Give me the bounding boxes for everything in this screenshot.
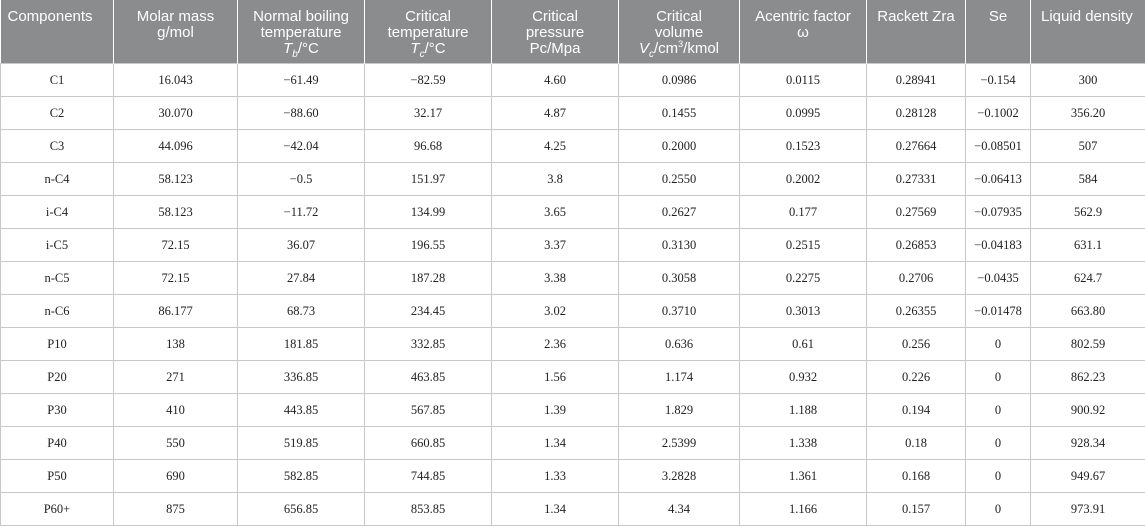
header-molar-mass: Molar mass g/mol: [114, 0, 238, 64]
cell-rackett-zra: 0.168: [867, 460, 966, 493]
header-critical-pressure: Critical pressure Pc/Mpa: [492, 0, 619, 64]
cell-critical-volume: 3.2828: [619, 460, 740, 493]
cell-critical-pressure: 3.65: [492, 196, 619, 229]
cell-acentric-factor: 0.177: [740, 196, 867, 229]
cell-rackett-zra: 0.26355: [867, 295, 966, 328]
cell-rackett-zra: 0.26853: [867, 229, 966, 262]
cell-molar-mass: 58.123: [114, 163, 238, 196]
cell-boiling-temp: 68.73: [238, 295, 365, 328]
cell-liquid-density: 356.20: [1031, 97, 1145, 130]
table-row: [1, 394, 1145, 427]
table-row: [1, 130, 1145, 163]
cell-critical-temp: 196.55: [365, 229, 492, 262]
cell-component: C3: [1, 130, 114, 163]
cell-component: n-C4: [1, 163, 114, 196]
cell-acentric-factor: 0.3013: [740, 295, 867, 328]
cell-rackett-zra: 0.226: [867, 361, 966, 394]
cell-component: n-C5: [1, 262, 114, 295]
cell-rackett-zra: 0.157: [867, 493, 966, 526]
cell-acentric-factor: 0.2275: [740, 262, 867, 295]
cell-boiling-temp: −61.49: [238, 64, 365, 97]
cell-acentric-factor: 1.361: [740, 460, 867, 493]
cell-boiling-temp: 519.85: [238, 427, 365, 460]
cell-se: −0.1002: [966, 97, 1031, 130]
cell-boiling-temp: −11.72: [238, 196, 365, 229]
cell-critical-temp: 187.28: [365, 262, 492, 295]
cell-component: P50: [1, 460, 114, 493]
cell-boiling-temp: 27.84: [238, 262, 365, 295]
cell-rackett-zra: 0.18: [867, 427, 966, 460]
cell-liquid-density: 507: [1031, 130, 1145, 163]
cell-boiling-temp: 443.85: [238, 394, 365, 427]
cell-critical-temp: 463.85: [365, 361, 492, 394]
cell-critical-volume: 0.2000: [619, 130, 740, 163]
table-row: [1, 196, 1145, 229]
cell-molar-mass: 72.15: [114, 262, 238, 295]
cell-liquid-density: 631.1: [1031, 229, 1145, 262]
cell-liquid-density: 624.7: [1031, 262, 1145, 295]
table-row: [1, 229, 1145, 262]
cell-critical-temp: −82.59: [365, 64, 492, 97]
cell-rackett-zra: 0.2706: [867, 262, 966, 295]
table-row: [1, 361, 1145, 394]
cell-critical-temp: 96.68: [365, 130, 492, 163]
cell-liquid-density: 900.92: [1031, 394, 1145, 427]
table-row: [1, 493, 1145, 526]
cell-critical-volume: 0.1455: [619, 97, 740, 130]
table-row: [1, 328, 1145, 361]
cell-molar-mass: 550: [114, 427, 238, 460]
cell-critical-pressure: 2.36: [492, 328, 619, 361]
cell-critical-pressure: 1.34: [492, 493, 619, 526]
cell-molar-mass: 690: [114, 460, 238, 493]
header-rackett-zra: Rackett Zra: [867, 0, 966, 64]
header-components: Components: [1, 0, 114, 64]
cell-critical-temp: 660.85: [365, 427, 492, 460]
cell-rackett-zra: 0.27664: [867, 130, 966, 163]
table-row: [1, 295, 1145, 328]
cell-boiling-temp: −0.5: [238, 163, 365, 196]
cell-component: i-C4: [1, 196, 114, 229]
cell-component: i-C5: [1, 229, 114, 262]
cell-critical-temp: 134.99: [365, 196, 492, 229]
cell-liquid-density: 928.34: [1031, 427, 1145, 460]
cell-component: C1: [1, 64, 114, 97]
cell-critical-temp: 567.85: [365, 394, 492, 427]
cell-component: C2: [1, 97, 114, 130]
cell-boiling-temp: 36.07: [238, 229, 365, 262]
cell-critical-pressure: 3.8: [492, 163, 619, 196]
cell-se: −0.08501: [966, 130, 1031, 163]
cell-liquid-density: 663.80: [1031, 295, 1145, 328]
cell-acentric-factor: 1.338: [740, 427, 867, 460]
cell-critical-volume: 0.0986: [619, 64, 740, 97]
cell-acentric-factor: 1.166: [740, 493, 867, 526]
cell-component: P30: [1, 394, 114, 427]
cell-critical-pressure: 1.39: [492, 394, 619, 427]
cell-rackett-zra: 0.27569: [867, 196, 966, 229]
cell-boiling-temp: 336.85: [238, 361, 365, 394]
cell-se: 0: [966, 328, 1031, 361]
cell-critical-pressure: 3.38: [492, 262, 619, 295]
cell-critical-pressure: 1.56: [492, 361, 619, 394]
cell-critical-temp: 332.85: [365, 328, 492, 361]
cell-molar-mass: 875: [114, 493, 238, 526]
cell-se: 0: [966, 394, 1031, 427]
header-critical-temperature: Critical temperature $T_c/^\circ C$: [365, 0, 492, 64]
cell-se: −0.07935: [966, 196, 1031, 229]
cell-se: −0.01478: [966, 295, 1031, 328]
cell-component: P40: [1, 427, 114, 460]
table-body: [1, 64, 1145, 526]
table-row: [1, 262, 1145, 295]
cell-component: P20: [1, 361, 114, 394]
cell-se: −0.0435: [966, 262, 1031, 295]
cell-component: P10: [1, 328, 114, 361]
table-row: [1, 427, 1145, 460]
header-liquid-density: Liquid density: [1031, 0, 1145, 64]
cell-liquid-density: 949.67: [1031, 460, 1145, 493]
cell-molar-mass: 410: [114, 394, 238, 427]
cell-critical-pressure: 3.02: [492, 295, 619, 328]
header-se: Se: [966, 0, 1031, 64]
cell-acentric-factor: 0.1523: [740, 130, 867, 163]
cell-critical-volume: 0.3058: [619, 262, 740, 295]
cell-boiling-temp: 181.85: [238, 328, 365, 361]
cell-critical-temp: 853.85: [365, 493, 492, 526]
cell-critical-volume: 4.34: [619, 493, 740, 526]
cell-critical-pressure: 4.60: [492, 64, 619, 97]
cell-component: P60+: [1, 493, 114, 526]
cell-boiling-temp: −88.60: [238, 97, 365, 130]
cell-rackett-zra: 0.28128: [867, 97, 966, 130]
cell-critical-pressure: 1.34: [492, 427, 619, 460]
cell-molar-mass: 86.177: [114, 295, 238, 328]
cell-molar-mass: 44.096: [114, 130, 238, 163]
cell-acentric-factor: 0.932: [740, 361, 867, 394]
cell-acentric-factor: 0.2002: [740, 163, 867, 196]
cell-acentric-factor: 0.2515: [740, 229, 867, 262]
cell-molar-mass: 72.15: [114, 229, 238, 262]
cell-critical-pressure: 4.87: [492, 97, 619, 130]
cell-critical-pressure: 1.33: [492, 460, 619, 493]
cell-critical-volume: 1.829: [619, 394, 740, 427]
cell-liquid-density: 300: [1031, 64, 1145, 97]
table-row: [1, 64, 1145, 97]
cell-liquid-density: 562.9: [1031, 196, 1145, 229]
cell-molar-mass: 271: [114, 361, 238, 394]
cell-critical-temp: 151.97: [365, 163, 492, 196]
cell-rackett-zra: 0.27331: [867, 163, 966, 196]
cell-molar-mass: 138: [114, 328, 238, 361]
cell-acentric-factor: 0.0115: [740, 64, 867, 97]
cell-critical-pressure: 3.37: [492, 229, 619, 262]
cell-critical-volume: 0.3130: [619, 229, 740, 262]
cell-rackett-zra: 0.256: [867, 328, 966, 361]
cell-rackett-zra: 0.194: [867, 394, 966, 427]
cell-molar-mass: 30.070: [114, 97, 238, 130]
cell-boiling-temp: 656.85: [238, 493, 365, 526]
cell-rackett-zra: 0.28941: [867, 64, 966, 97]
cell-component: n-C6: [1, 295, 114, 328]
cell-se: 0: [966, 493, 1031, 526]
cell-liquid-density: 584: [1031, 163, 1145, 196]
cell-molar-mass: 16.043: [114, 64, 238, 97]
cell-liquid-density: 862.23: [1031, 361, 1145, 394]
cell-se: 0: [966, 427, 1031, 460]
cell-acentric-factor: 0.0995: [740, 97, 867, 130]
cell-se: −0.04183: [966, 229, 1031, 262]
cell-critical-temp: 32.17: [365, 97, 492, 130]
cell-critical-volume: 0.2627: [619, 196, 740, 229]
cell-critical-temp: 744.85: [365, 460, 492, 493]
cell-critical-volume: 1.174: [619, 361, 740, 394]
cell-liquid-density: 973.91: [1031, 493, 1145, 526]
cell-critical-temp: 234.45: [365, 295, 492, 328]
header-row: [1, 0, 1145, 64]
cell-critical-volume: 0.3710: [619, 295, 740, 328]
cell-se: 0: [966, 460, 1031, 493]
table-row: [1, 460, 1145, 493]
cell-molar-mass: 58.123: [114, 196, 238, 229]
table-row: [1, 97, 1145, 130]
cell-critical-volume: 0.2550: [619, 163, 740, 196]
header-acentric-factor: Acentric factor ω: [740, 0, 867, 64]
header-critical-volume: Critical volume $V_c/cm^3$/kmol: [619, 0, 740, 64]
cell-acentric-factor: 1.188: [740, 394, 867, 427]
table-row: [1, 163, 1145, 196]
cell-boiling-temp: 582.85: [238, 460, 365, 493]
cell-acentric-factor: 0.61: [740, 328, 867, 361]
cell-critical-pressure: 4.25: [492, 130, 619, 163]
cell-critical-volume: 2.5399: [619, 427, 740, 460]
cell-se: 0: [966, 361, 1031, 394]
header-normal-boiling-temperature: Normal boiling temperature $T_b/^\circ C$: [238, 0, 365, 64]
cell-critical-volume: 0.636: [619, 328, 740, 361]
cell-boiling-temp: −42.04: [238, 130, 365, 163]
cell-se: −0.06413: [966, 163, 1031, 196]
cell-se: −0.154: [966, 64, 1031, 97]
cell-liquid-density: 802.59: [1031, 328, 1145, 361]
